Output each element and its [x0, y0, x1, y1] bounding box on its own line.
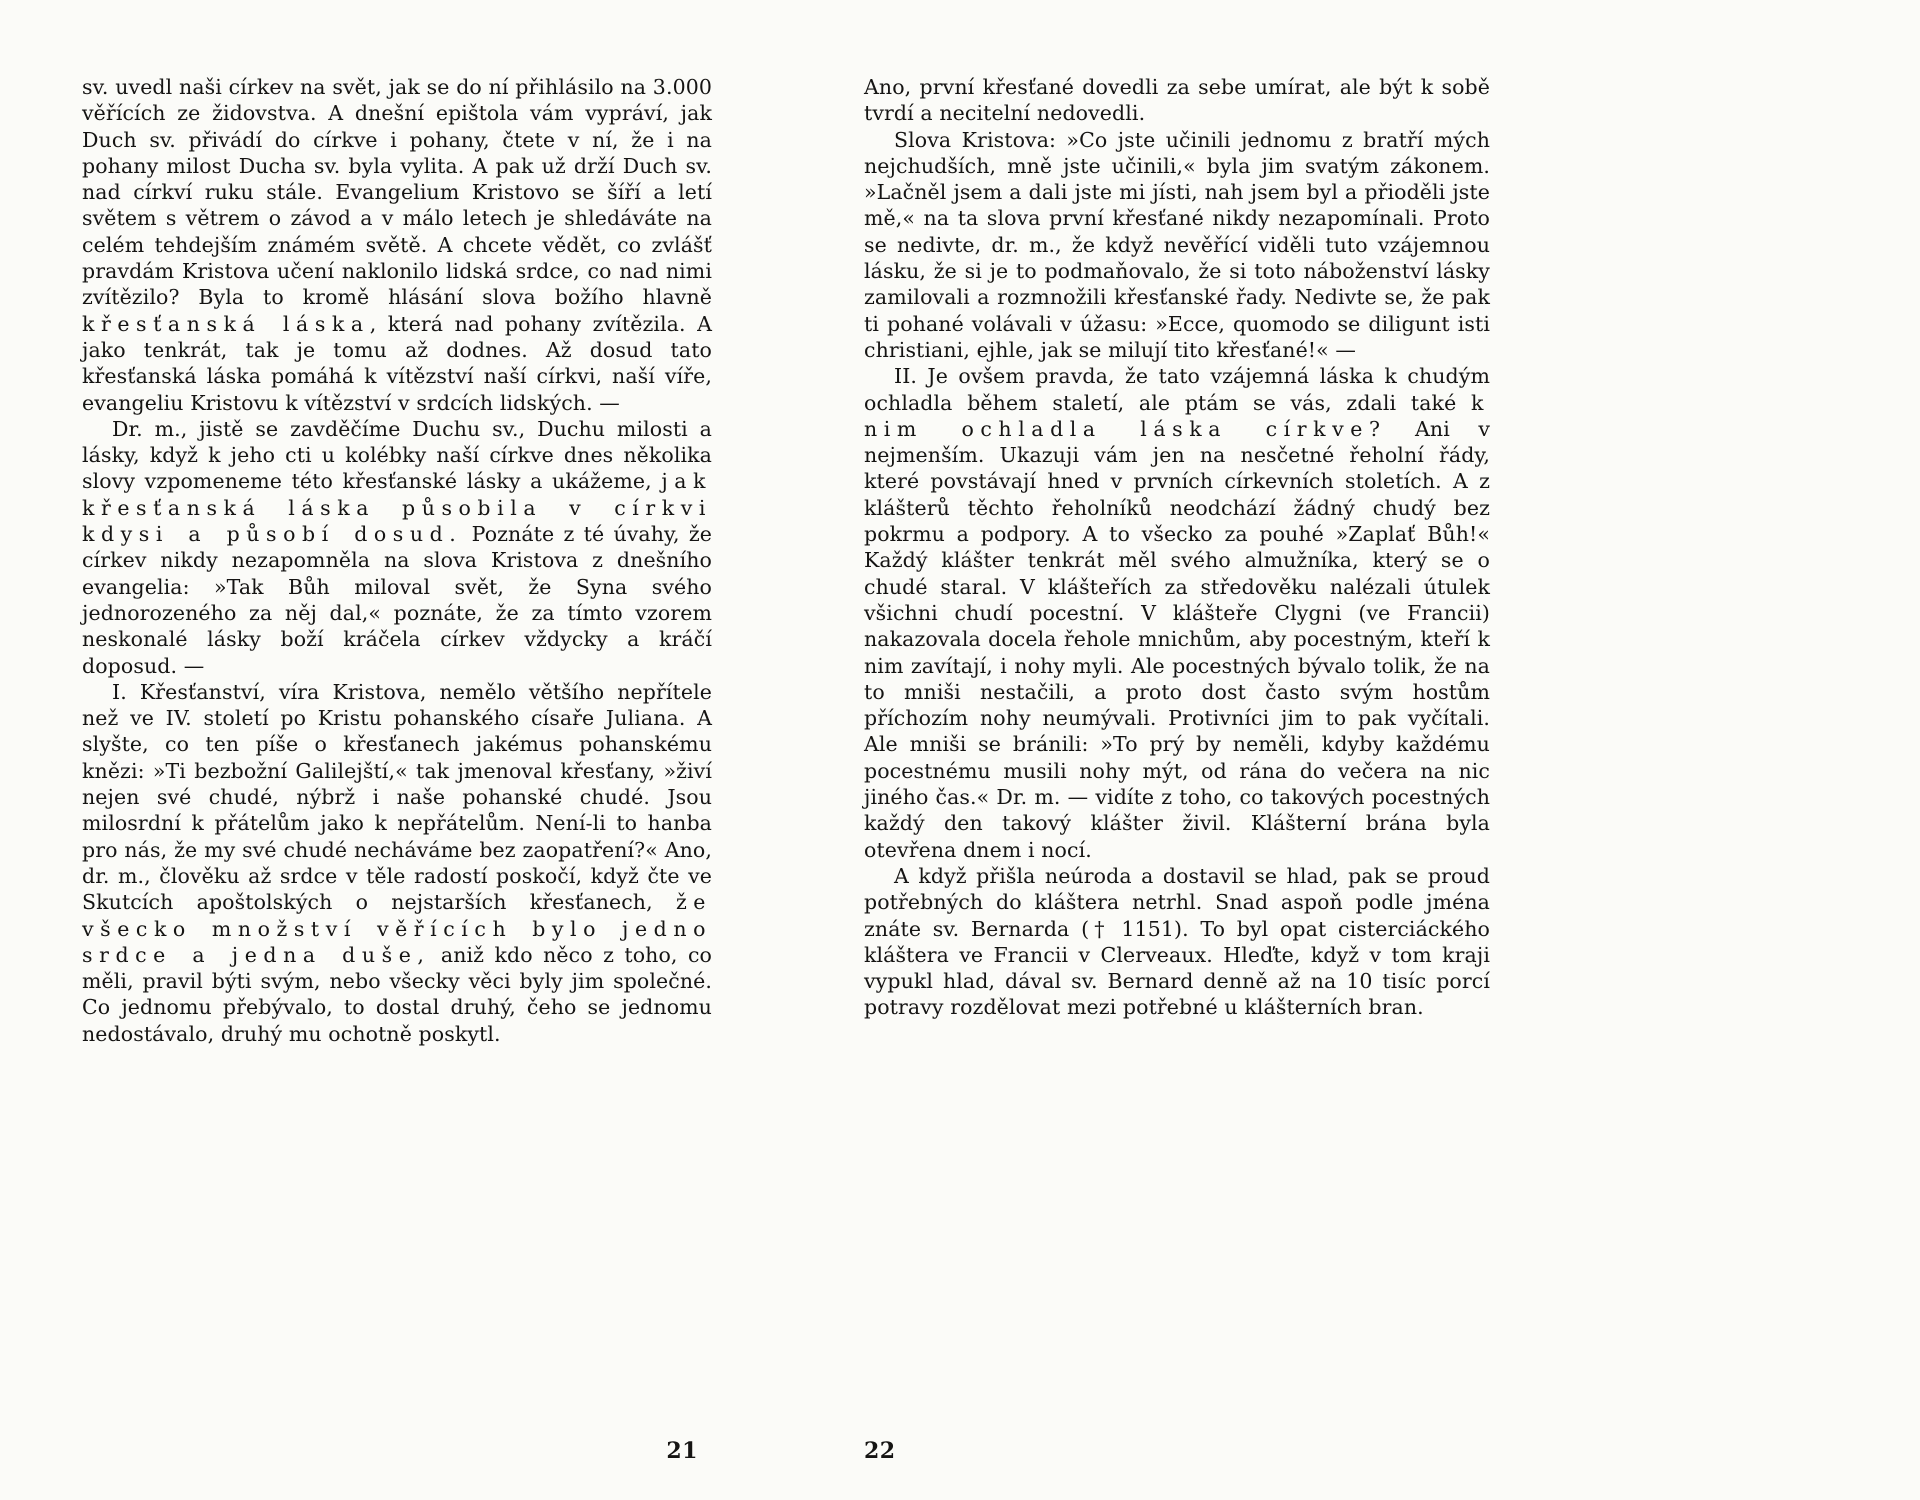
paragraph	[864, 127, 1490, 364]
text-run: aniž kdo něco z toho, co měli, pravil býti svým, nebo všecky věci byly jim společné. Co jednomu přebývalo, to dostal druhý, čeho se jednomu nedostávalo, druhý mu ochotně poskytl.	[82, 942, 712, 1046]
paragraph	[864, 363, 1490, 863]
page-22	[864, 74, 1490, 1464]
emphasized-text-run: k nim ochladla láska církve?	[864, 390, 1490, 441]
text-run: sv. uvedl naši církev na svět, jak se do ní přihlásilo na 3.000 věřících ze židovstva. A dnešní epištola vám vypráví, jak Duch sv. přivádí do církve i pohany, čtete v ní, že i na pohany milost Ducha sv. byla vylita. A pak už drží Duch sv. nad církví ruku stále. Evangelium Kristovo se šíří a letí světem s větrem o závod a v málo letech je shledáváte na celém tehdejším známém světě. A chcete vědět, co zvlášť pravdám Kristova učení naklonilo lidská srdce, co nad nimi zvítězilo? Byla to kromě hlásání slova božího hlavně	[82, 75, 712, 310]
text-run: Dr. m., jistě se zavděčíme Duchu sv., Duchu milosti a lásky, když k jeho cti u kolébky naší církve dnes několika slovy vzpomeneme této křesťanské lásky a ukážeme,	[82, 416, 712, 494]
text-run: A když přišla neúroda a dostavil se hlad, pak se proud potřebných do kláštera netrhl. Snad aspoň podle jména znáte sv. Bernarda († 1151). To byl opat cisterciáckého kláštera ve Francii v Clerveaux. Hleďte, když v tom kraji vypukl hlad, dával sv. Bernard denně až na 10 tisíc porcí potravy rozdělovat mezi potřebné u klášterních bran.	[864, 863, 1490, 1020]
paragraph	[864, 74, 1490, 127]
paragraph	[82, 416, 712, 679]
page-number-21: 21	[666, 1438, 698, 1464]
page-22-text	[864, 74, 1490, 1021]
text-run: Poznáte z té úvahy, že církev nikdy nezapomněla na slova Kristova z dnešního evangelia: »Tak Bůh miloval svět, že Syna svého jednorozeného za něj dal,« poznáte, že za tímto vzorem neskonalé lásky boží kráčela církev vždycky a kráčí doposud. —	[82, 522, 713, 678]
page-number-22: 22	[864, 1438, 896, 1464]
text-run: I. Křesťanství, víra Kristova, nemělo většího nepřítele než ve IV. století po Kristu pohanského císaře Juliana. A slyšte, co ten píše o křesťanech jakémus pohanskému knězi: »Ti bezbožní Galilejští,« tak jmenoval křesťany, »živí nejen své chudé, nýbrž i naše pohanské chudé. Jsou milosrdní k přátelům jako k nepřátelům. Není-li to hanba pro nás, že my své chudé necháváme bez zaopatření?« Ano, dr. m., člověku až srdce v těle radostí poskočí, když čte ve Skutcích apoštolských o nejstarších křesťanech,	[82, 679, 712, 915]
paragraph	[82, 74, 712, 416]
text-run: Ani v nejmenším. Ukazuji vám jen na nesčetné řeholní řády, které povstávají hned v prvních církevních stoletích. A z klášterů těchto řeholníků neodchází žádný chudý bez pokrmu a podpory. A to všecko za pouhé »Zaplať Bůh!« Každý klášter tenkrát měl svého almužníka, který se o chudé staral. V klášteřích za středověku nalézali útulek všichni chudí pocestní. V klášteře Clygni (ve Francii) nakazovala docela řehole mnichům, aby pocestným, kteří k nim zavítají, i nohy myli. Ale pocestných bývalo tolik, že na to mniši nestačili, a proto dost často svým hostům příchozím nohy neumývali. Protivníci jim to pak vyčítali. Ale mniši se bránili: »To prý by neměli, kdyby každému pocestnému musili nohy mýt, od rána do večera na nic jiného čas.« Dr. m. — vidíte z toho, co takových pocestných každý den takový klášter živil. Klášterní brána byla otevřena dnem i nocí.	[864, 416, 1490, 862]
text-run: Slova Kristova: »Co jste učinili jednomu z bratří mých nejchudších, mně jste učinili,« byla jim svatým zákonem. »Lačněl jsem a dali jste mi jísti, nah jsem byl a přioděli jste mě,« na ta slova první křesťané nikdy nezapomínali. Proto se nedivte, dr. m., že když nevěřící viděli tuto vzájemnou lásku, že si je to podmaňovalo, že si toto náboženství lásky zamilovali a rozmnožili křesťanské řady. Nedivte se, že pak ti pohané volávali v úžasu: »Ecce, quomodo se diligunt isti christiani, ejhle, jak se milují tito křesťané!« —	[864, 127, 1490, 362]
emphasized-text-run: jak křesťanská láska působila v církvi kdysi a působí dosud.	[82, 469, 712, 547]
page-21	[82, 74, 713, 1464]
text-run: , která nad pohany zvítězila. A jako tenkrát, tak je tomu až dodnes. Až dosud tato křesťanská láska pomáhá k vítězství naší církvi, naší víře, evangeliu Kristovu k vítězství v srdcích lidských. —	[82, 311, 713, 415]
text-run: Ano, první křesťané dovedli za sebe umírat, ale být k sobě tvrdí a necitelní nedovedli.	[864, 75, 1490, 126]
paragraph	[82, 679, 712, 1047]
text-run: II. Je ovšem pravda, že tato vzájemná láska k chudým ochladla během staletí, ale ptám se vás, zdali také	[864, 364, 1490, 415]
paragraph	[864, 863, 1490, 1021]
emphasized-text-run: křesťanská láska	[82, 311, 370, 336]
emphasized-text-run: že všecko množství věřících bylo jedno srdce a jedna duše,	[82, 890, 712, 967]
page-21-text	[82, 74, 712, 1047]
